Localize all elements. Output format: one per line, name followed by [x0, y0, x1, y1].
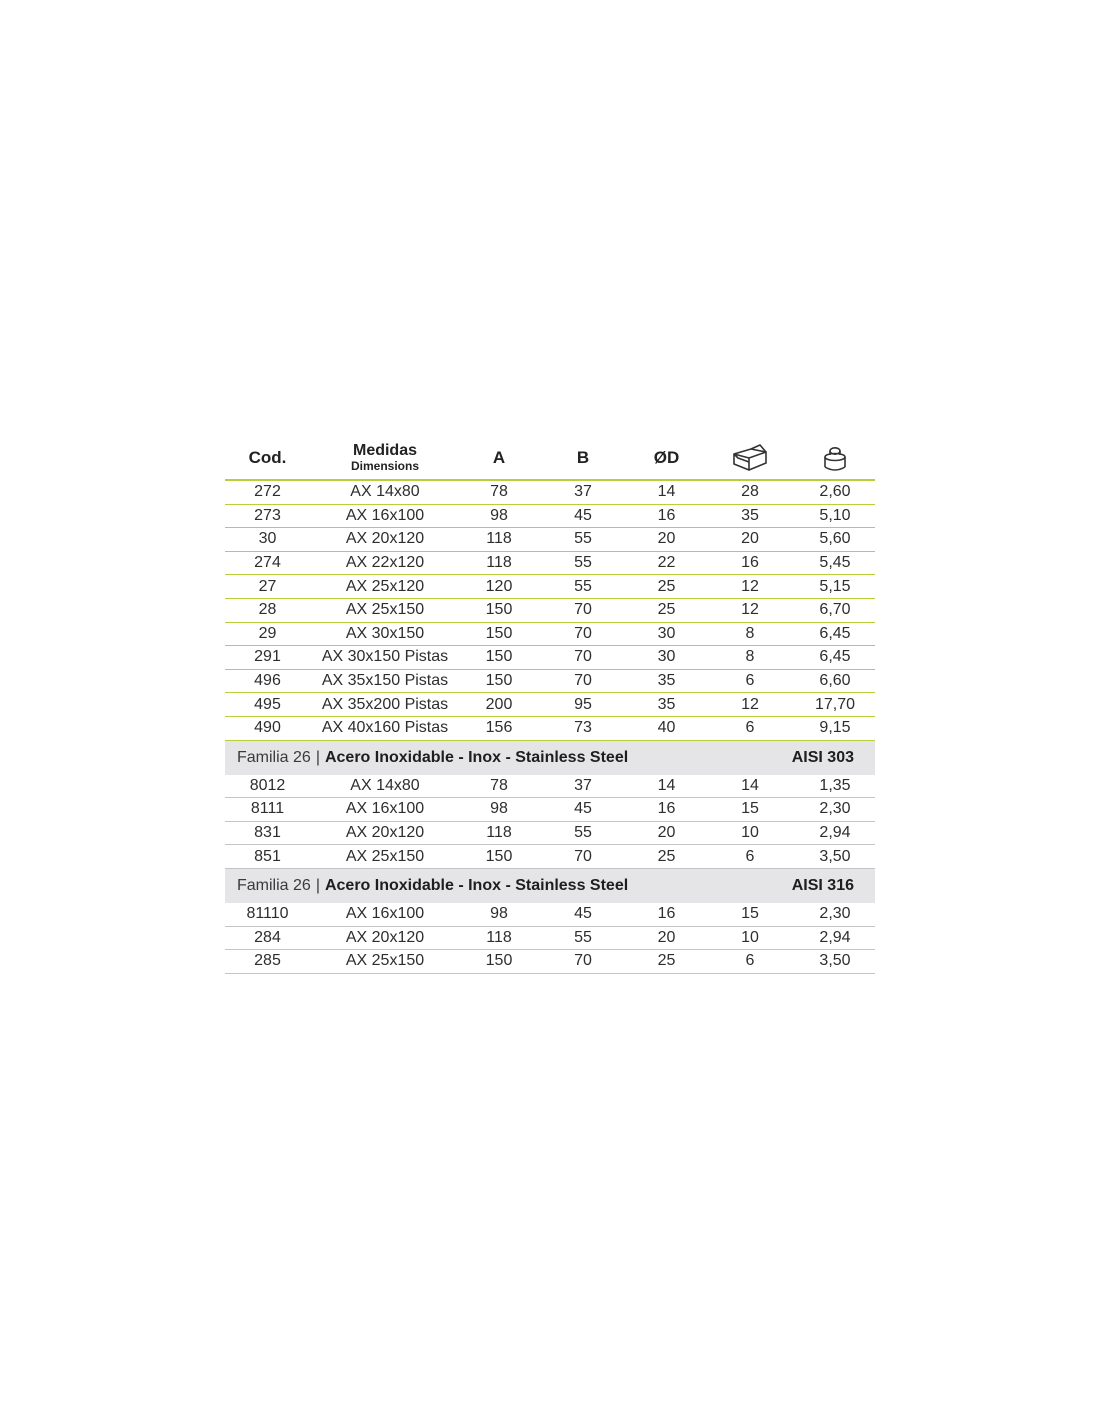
medidas-cell: AX 22x120 — [345, 554, 425, 572]
a-cell: 78 — [490, 776, 508, 794]
b-cell: 55 — [574, 824, 592, 842]
b-cell: 55 — [574, 928, 592, 946]
header-cod: Cod. — [248, 447, 287, 467]
medidas-cell: AX 14x80 — [350, 483, 420, 501]
od-cell: 25 — [657, 847, 676, 865]
od-cell: 20 — [657, 530, 676, 548]
medidas-cell: AX 14x80 — [350, 776, 420, 794]
cod-cell: 81110 — [246, 905, 289, 923]
table-row — [225, 775, 875, 799]
b-cell: 70 — [574, 847, 592, 865]
weight-cell: 2,94 — [819, 928, 851, 946]
cod-cell: 851 — [254, 847, 281, 865]
cod-cell: 29 — [258, 624, 277, 642]
weight-icon — [795, 443, 875, 473]
medidas-cell: AX 20x120 — [345, 530, 425, 548]
box-qty-cell: 8 — [745, 624, 755, 642]
b-cell: 70 — [574, 952, 592, 970]
cod-cell: 30 — [258, 530, 277, 548]
medidas-cell: AX 30x150 — [345, 624, 425, 642]
medidas-cell: AX 16x100 — [345, 905, 425, 923]
b-cell: 45 — [574, 905, 592, 923]
od-cell: 14 — [657, 776, 676, 794]
a-cell: 150 — [485, 601, 513, 619]
od-cell: 16 — [657, 800, 676, 818]
b-cell: 70 — [574, 672, 592, 690]
a-cell: 150 — [485, 648, 513, 666]
group-standard — [225, 481, 875, 741]
medidas-cell: AX 20x120 — [345, 928, 425, 946]
box-qty-cell: 12 — [741, 695, 759, 713]
box-qty-cell: 35 — [741, 506, 759, 524]
od-cell: 16 — [657, 506, 676, 524]
table-row — [225, 927, 875, 951]
band-familia: Familia 26 — [237, 876, 311, 894]
cod-cell: 490 — [254, 719, 281, 737]
a-cell: 120 — [485, 577, 513, 595]
od-cell: 35 — [657, 672, 676, 690]
medidas-cell: AX 16x100 — [345, 800, 425, 818]
a-cell: 150 — [485, 952, 513, 970]
cod-cell: 291 — [254, 648, 281, 666]
table-row — [225, 623, 875, 647]
table-row — [225, 670, 875, 694]
weight-cell: 2,60 — [819, 483, 851, 501]
a-cell: 98 — [490, 506, 508, 524]
table-row — [225, 693, 875, 717]
weight-cell: 3,50 — [819, 847, 851, 865]
cod-cell: 272 — [254, 483, 281, 501]
b-cell: 45 — [574, 506, 592, 524]
cod-cell: 495 — [254, 695, 281, 713]
table-row — [225, 528, 875, 552]
table-row — [225, 646, 875, 670]
od-cell: 25 — [657, 952, 676, 970]
medidas-cell: AX 35x200 Pistas — [321, 695, 449, 713]
table-row — [225, 822, 875, 846]
box-qty-cell: 6 — [745, 952, 755, 970]
band-familia: Familia 26 — [237, 748, 311, 766]
box-qty-cell: 8 — [745, 648, 755, 666]
od-cell: 25 — [657, 601, 676, 619]
cod-cell: 8012 — [249, 776, 286, 794]
a-cell: 156 — [485, 719, 513, 737]
table-header — [225, 436, 875, 481]
medidas-cell: AX 30x150 Pistas — [321, 648, 449, 666]
table-row — [225, 575, 875, 599]
od-cell: 22 — [657, 554, 676, 572]
header-b: B — [576, 447, 590, 467]
band-material: Acero Inoxidable - Inox - Stainless Steel — [324, 748, 629, 766]
table-row — [225, 798, 875, 822]
cod-cell: 273 — [254, 506, 281, 524]
group-aisi-316 — [225, 903, 875, 974]
weight-cell: 2,30 — [819, 905, 851, 923]
medidas-cell: AX 16x100 — [345, 506, 425, 524]
band-aisi: AISI 316 — [791, 876, 854, 894]
medidas-cell: AX 25x150 — [345, 601, 425, 619]
table-row — [225, 481, 875, 505]
cod-cell: 284 — [254, 928, 281, 946]
table-row — [225, 552, 875, 576]
weight-cell: 3,50 — [819, 952, 851, 970]
od-cell: 30 — [657, 648, 676, 666]
cod-cell: 496 — [254, 672, 281, 690]
medidas-cell: AX 25x150 — [345, 847, 425, 865]
table-row — [225, 903, 875, 927]
cod-cell: 28 — [258, 601, 277, 619]
medidas-cell: AX 20x120 — [345, 824, 425, 842]
a-cell: 98 — [490, 905, 508, 923]
medidas-cell: AX 25x150 — [345, 952, 425, 970]
b-cell: 70 — [574, 601, 592, 619]
family-band-aisi-316 — [225, 869, 875, 903]
table-row — [225, 717, 875, 741]
header-medidas — [310, 442, 460, 473]
box-qty-cell: 6 — [745, 672, 755, 690]
a-cell: 118 — [486, 530, 512, 548]
a-cell: 118 — [486, 824, 512, 842]
b-cell: 37 — [574, 776, 592, 794]
b-cell: 45 — [574, 800, 592, 818]
band-aisi: AISI 303 — [791, 748, 854, 766]
weight-cell: 6,70 — [819, 601, 851, 619]
product-table — [225, 436, 875, 974]
a-cell: 150 — [485, 624, 513, 642]
od-cell: 20 — [657, 824, 676, 842]
b-cell: 37 — [574, 483, 592, 501]
od-cell: 14 — [657, 483, 676, 501]
cod-cell: 831 — [254, 824, 281, 842]
od-cell: 35 — [657, 695, 676, 713]
weight-cell: 6,45 — [819, 648, 851, 666]
weight-cell: 1,35 — [819, 776, 851, 794]
a-cell: 150 — [485, 672, 513, 690]
table-row — [225, 845, 875, 869]
band-separator: | — [315, 876, 320, 894]
cod-cell: 285 — [254, 952, 281, 970]
band-material: Acero Inoxidable - Inox - Stainless Steel — [324, 876, 629, 894]
box-qty-cell: 10 — [741, 824, 759, 842]
od-cell: 40 — [657, 719, 676, 737]
medidas-cell: AX 25x120 — [345, 577, 425, 595]
header-dimensions-label: Dimensions — [350, 459, 419, 473]
a-cell: 118 — [486, 554, 512, 572]
box-qty-cell: 15 — [741, 905, 759, 923]
b-cell: 95 — [574, 695, 592, 713]
box-qty-cell: 14 — [741, 776, 759, 794]
box-qty-cell: 6 — [745, 719, 755, 737]
weight-cell: 9,15 — [819, 719, 851, 737]
a-cell: 98 — [490, 800, 508, 818]
b-cell: 70 — [574, 624, 592, 642]
box-qty-cell: 12 — [741, 577, 759, 595]
table-row — [225, 505, 875, 529]
box-qty-cell: 6 — [745, 847, 755, 865]
family-band-aisi-303 — [225, 741, 875, 775]
a-cell: 78 — [490, 483, 508, 501]
box-qty-cell: 12 — [741, 601, 759, 619]
weight-cell: 17,70 — [814, 695, 856, 713]
medidas-cell: AX 35x150 Pistas — [321, 672, 449, 690]
a-cell: 200 — [485, 695, 513, 713]
weight-cell: 2,94 — [819, 824, 851, 842]
box-qty-cell: 15 — [741, 800, 759, 818]
box-qty-cell: 20 — [741, 530, 759, 548]
medidas-cell: AX 40x160 Pistas — [321, 719, 449, 737]
cod-cell: 8111 — [250, 800, 285, 818]
header-a: A — [492, 447, 506, 467]
weight-cell: 6,60 — [819, 672, 851, 690]
weight-cell: 5,10 — [819, 506, 851, 524]
b-cell: 73 — [574, 719, 592, 737]
weight-cell: 5,15 — [819, 577, 851, 595]
b-cell: 55 — [574, 577, 592, 595]
weight-cell: 6,45 — [819, 624, 851, 642]
weight-cell: 5,60 — [819, 530, 851, 548]
a-cell: 118 — [486, 928, 512, 946]
od-cell: 16 — [657, 905, 676, 923]
od-cell: 25 — [657, 577, 676, 595]
box-qty-cell: 10 — [741, 928, 759, 946]
b-cell: 70 — [574, 648, 592, 666]
cod-cell: 27 — [258, 577, 277, 595]
header-od: ØD — [653, 447, 680, 467]
box-quantity-icon — [705, 442, 795, 474]
a-cell: 150 — [485, 847, 513, 865]
b-cell: 55 — [574, 554, 592, 572]
table-row — [225, 599, 875, 623]
od-cell: 20 — [657, 928, 676, 946]
b-cell: 55 — [574, 530, 592, 548]
header-medidas-label: Medidas — [352, 442, 417, 459]
table-row — [225, 950, 875, 974]
weight-cell: 5,45 — [819, 554, 851, 572]
band-separator: | — [315, 748, 320, 766]
group-aisi-303 — [225, 775, 875, 869]
cod-cell: 274 — [254, 554, 281, 572]
box-qty-cell: 28 — [741, 483, 759, 501]
od-cell: 30 — [657, 624, 676, 642]
weight-cell: 2,30 — [819, 800, 851, 818]
box-qty-cell: 16 — [741, 554, 759, 572]
